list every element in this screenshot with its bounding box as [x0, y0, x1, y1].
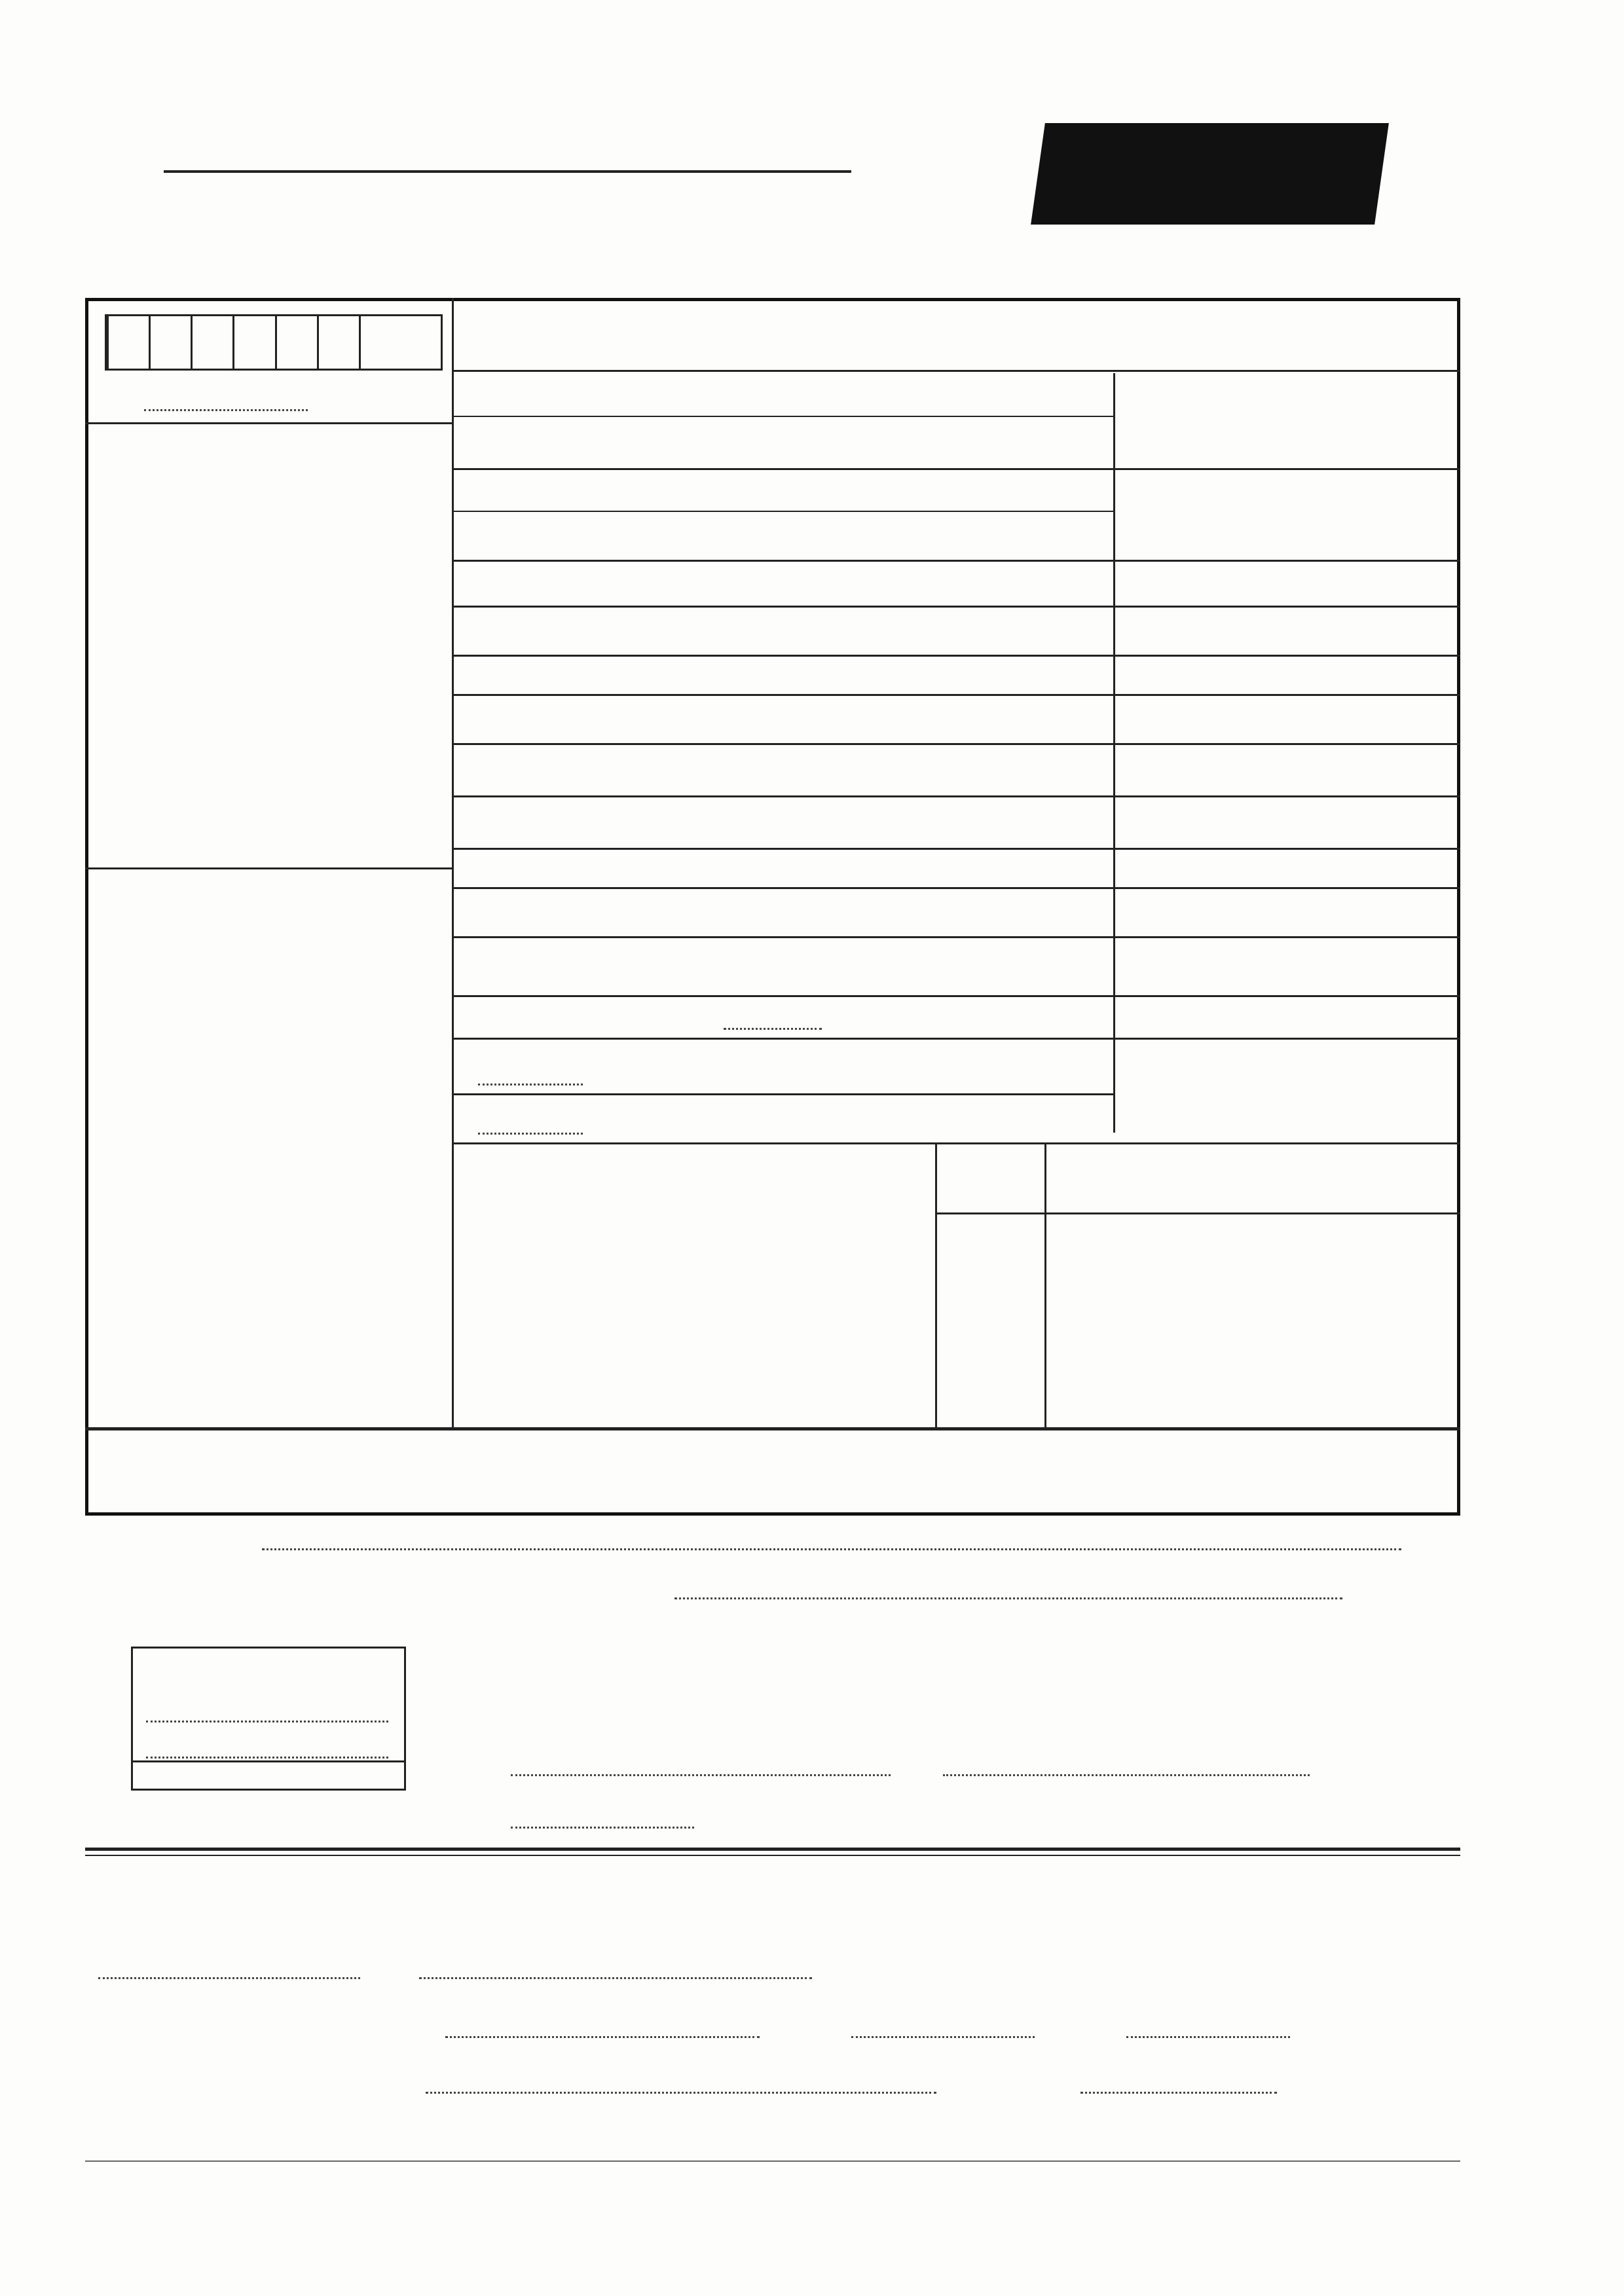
decl-sig-dots: [511, 1774, 891, 1776]
field-13-age-dots: [478, 1084, 583, 1085]
field-9-bottom: [452, 887, 1460, 889]
children-col-1: [935, 1142, 937, 1427]
info-line1-dots: [419, 1977, 812, 1979]
children-bottom: [85, 1427, 1460, 1430]
decl-date-dots: [943, 1774, 1310, 1776]
ticket-boxes: [105, 314, 443, 371]
field-13-bottom: [452, 1093, 1113, 1095]
field-2-mid: [452, 511, 1113, 512]
separator-bottom: [85, 1855, 1460, 1856]
form-frame: [85, 298, 1460, 1516]
field-12-bottom: [452, 1038, 1460, 1040]
field-6-bottom: [452, 743, 1460, 745]
info-etc-dots: [445, 2036, 760, 2038]
citizenship-dots-1: [146, 1721, 388, 1722]
field-8-bottom: [452, 848, 1460, 850]
yad-vashem-logo: [1031, 123, 1389, 225]
field-2-bottom: [452, 560, 1460, 562]
children-col-2: [1044, 1142, 1046, 1427]
field-7-bottom: [452, 795, 1460, 797]
field-12-dots: [724, 1028, 822, 1030]
approval-dots: [144, 409, 308, 411]
field-3-bottom: [452, 606, 1460, 608]
husband-age-dots: [478, 1133, 583, 1135]
separator-top: [85, 1848, 1460, 1851]
info-witness-sig-dots: [1080, 2092, 1277, 2094]
citizenship-dots-2: [146, 1757, 388, 1758]
photo-bottom: [85, 867, 452, 869]
bottom-rule: [85, 2160, 1460, 2162]
field-4-bottom: [452, 655, 1460, 657]
field-10-bottom: [452, 936, 1460, 938]
field-5-bottom: [452, 694, 1460, 696]
note: [1447, 1440, 1460, 1467]
citizenship-box: [131, 1647, 406, 1791]
children-header-bottom: [935, 1212, 1460, 1214]
info-ghetto-dots: [98, 1977, 360, 1979]
field-11-bottom: [452, 995, 1460, 997]
field-1-mid: [452, 416, 1113, 417]
approval-underline: [85, 422, 452, 424]
appeal-line: [452, 370, 1460, 372]
decl-officer-dots: [511, 1827, 694, 1829]
field-1-bottom: [452, 468, 1460, 470]
husband-bottom: [452, 1142, 1460, 1144]
decl-line-1: [262, 1548, 1401, 1550]
decl-line-2: [674, 1597, 1342, 1599]
org-underline: [164, 170, 851, 173]
info-address-dots: [426, 2092, 936, 2094]
info-forests-dots: [851, 2036, 1035, 2038]
label-divider: [1113, 373, 1115, 1133]
info-underground-dots: [1126, 2036, 1290, 2038]
